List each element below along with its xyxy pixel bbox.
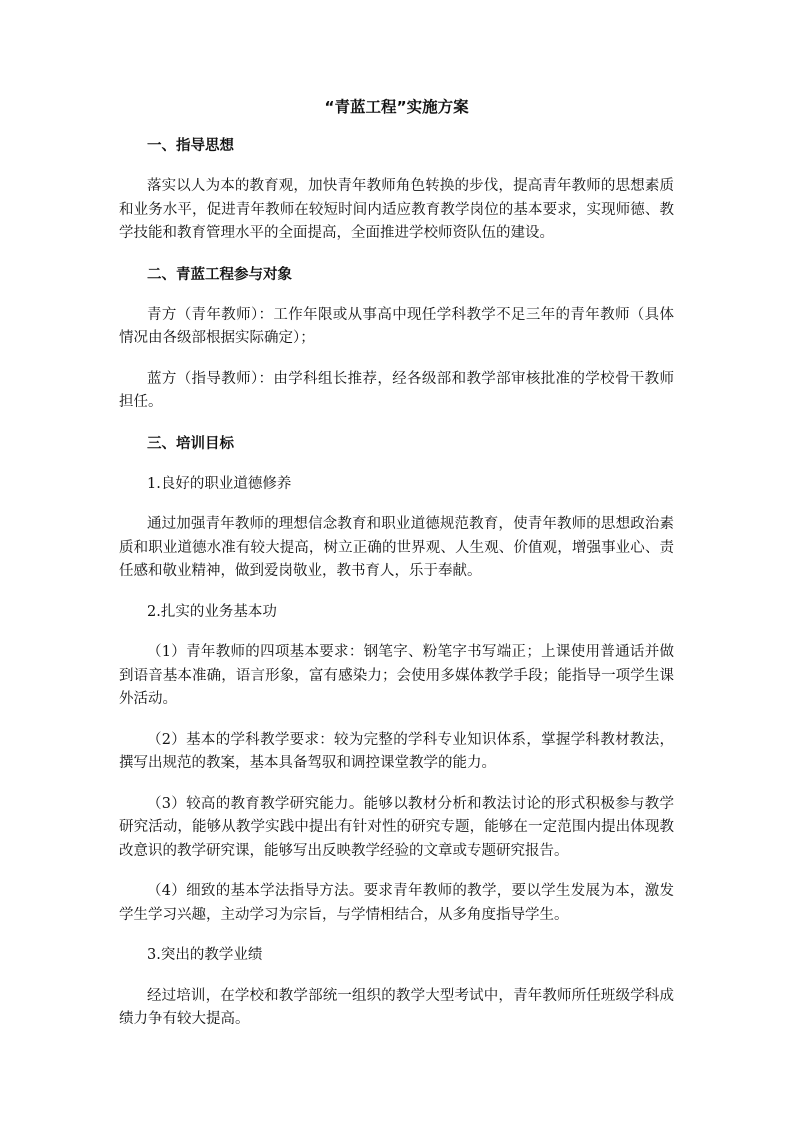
section-heading-guiding-ideology: 一、指导思想 — [147, 138, 234, 154]
document-title: “青蓝工程”实施方案 — [324, 98, 469, 116]
goal-1-label: 1.良好的职业道德修养 — [147, 475, 292, 492]
goal-2-paragraph-1: （1）青年教师的四项基本要求：钢笔字、粉笔字书写端正；上课使用普通话并做到语音基本准确，语言形象，富有感染力；会使用多媒体教学手段；能指导一项学生课外活动。 — [119, 644, 674, 707]
goal-1-paragraph: 通过加强青年教师的理想信念教育和职业道德规范教育，使青年教师的思想政治素质和职业道德水准有较大提高，树立正确的世界观、人生观、价值观，增强事业心、责任感和敬业精神，做到爱岗敬业，教书育人，乐于奉献。 — [119, 516, 674, 579]
goal-3-label: 3.突出的教学业绩 — [147, 947, 263, 963]
paragraph-guiding-ideology: 落实以人为本的教育观，加快青年教师角色转换的步伐，提高青年教师的思想素质和业务水平，促进青年教师在较短时间内适应教育教学岗位的基本要求，实现师德、教学技能和教育管理水平的全面提高，全面推进学校师资队伍的建设。 — [119, 178, 674, 241]
section-heading-participants: 二、青蓝工程参与对象 — [147, 266, 292, 283]
goal-2-label: 2.扎实的业务基本功 — [147, 603, 277, 620]
paragraph-lan-side: 蓝方（指导教师）：由学科组长推荐，经各级部和教学部审核批准的学校骨干教师担任。 — [119, 370, 674, 410]
document-body — [119, 94, 674, 1049]
goal-2-paragraph-3: （3）较高的教育教学研究能力。能够以教材分析和教法讨论的形式积极参与教学研究活动，能够从教学实践中提出有针对性的研究专题，能够在一定范围内提出体现教改意识的教学研究课，能够写出反映教学经验的文章或专题研究报告。 — [119, 795, 674, 859]
paragraph-qing-side: 青方（青年教师）：工作年限或从事高中现任学科教学不足三年的青年教师（具体情况由各级部根据实际确定）； — [119, 306, 674, 346]
goal-2-paragraph-2: （2）基本的学科教学要求：较为完整的学科专业知识体系，掌握学科教材教法，撰写出规范的教案，基本具备驾驭和调控课堂教学的能力。 — [119, 731, 674, 771]
section-heading-training-goals: 三、培训目标 — [147, 435, 234, 452]
goal-2-paragraph-4: （4）细致的基本学法指导方法。要求青年教师的教学，要以学生发展为本，激发学生学习兴趣，主动学习为宗旨，与学情相结合，从多角度指导学生。 — [119, 883, 674, 923]
goal-3-paragraph: 经过培训，在学校和教学部统一组织的教学大型考试中，青年教师所任班级学科成绩力争有较大提高。 — [119, 987, 674, 1027]
